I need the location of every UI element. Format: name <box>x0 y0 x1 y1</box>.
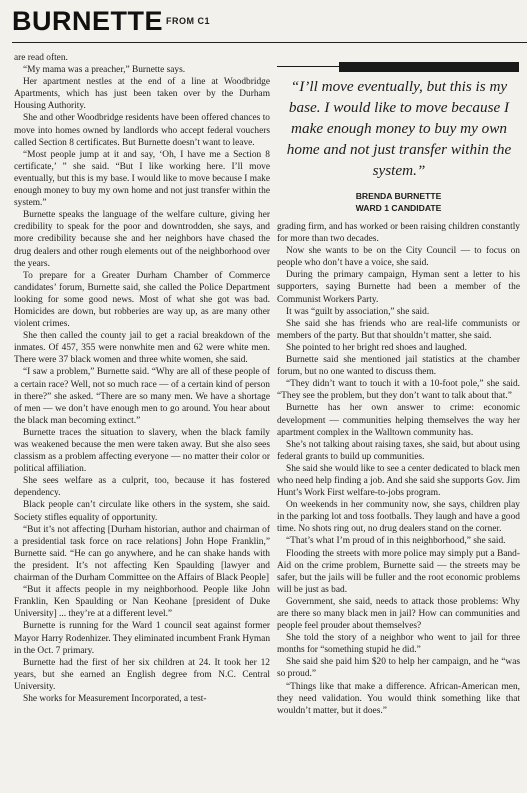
paragraph: “My mama was a preacher,” Burnette says. <box>23 65 186 76</box>
paragraph: Flooding the streets with more police may simply put a Band-Aid on the crime problem, Burnette said — the streets may be safer, but the jails will be fuller and the root economic problems will be just as bad. <box>277 548 520 595</box>
paragraph: To prepare for a Greater Durham Chamber of Commerce candidates’ forum, Burnette said, she called the Police Department looking for some good news. Most of what she got was bad. Homicides are down, but robberies are way up, as are many other violent crimes. <box>14 270 270 330</box>
paragraph: She’s not talking about raising taxes, she said, but about using federal grants to build up communities. <box>277 439 520 462</box>
paragraph: She said she would like to see a center dedicated to black men who need help finding a job. And she said she supports Gov. Jim Hunt’s Work First welfare-to-jobs program. <box>277 463 520 499</box>
paragraph: Burnette traces the situation to slavery, when the black family was weakened because the men were taken away. But she also sees classism as a problem affecting everyone — no matter their color or political affiliation. <box>14 427 270 475</box>
paragraph: “Most people jump at it and say, ‘Oh, I have me a Section 8 certificate,’ ” she said. “But I like working here. I’ll move eventually, but this is my base. I would like to move because I make enough money to buy my own home and not just transfer within the system.” <box>14 149 270 209</box>
pull-quote-name: BRENDA BURNETTE <box>355 191 442 201</box>
paragraph: Black people can’t circulate like others in the system, she said. Society stifles equality of opportunity. <box>14 500 270 523</box>
paragraph: “But it affects people in my neighborhood. People like John Franklin, Ken Spaulding or Nan Keohane [president of Duke University] ... they’re at a different level.” <box>14 585 270 620</box>
paragraph: She said she paid him $20 to help her campaign, and he “was so proud.” <box>277 657 520 680</box>
paragraph: She said she has friends who are real-life communists or members of the party. But that shouldn’t matter, she said. <box>277 318 520 341</box>
paragraph: “They didn’t want to touch it with a 10-foot pole,” she said. “They see the problem, but they don’t want to talk about that.” <box>277 379 520 402</box>
headline: BURNETTE <box>12 6 163 36</box>
paragraph: Government, she said, needs to attack those problems: Why are there so many black men in jail? How can communities and people feel prouder about themselves? <box>277 596 520 632</box>
paragraph: She sees welfare as a culprit, too, because it has fostered dependency. <box>14 476 270 499</box>
paragraph: Burnette has her own answer to crime: economic development — communities helping themselves the way her apartment complex in the Walltown community has. <box>277 403 520 438</box>
paragraph: grading firm, and has worked or been raising children constantly for more than two decades. <box>277 222 520 245</box>
paragraph: She and other Woodbridge residents have been offered chances to move into homes owned by landlords who accept federal vouchers called Section 8 certificates. But Burnette doesn’t want to leave. <box>14 113 270 148</box>
left-column <box>14 52 270 705</box>
header-rule <box>12 42 527 43</box>
paragraph: On weekends in her community now, she says, children play in the parking lot and toss footballs. They laugh and have a good time. No shots ring out, no drug dealers stand on the corner. <box>277 500 520 535</box>
paragraph: It was “guilt by association,” she said. <box>286 306 430 317</box>
paragraph: “But it’s not affecting [Durham historian, author and chairman of a presidential task force on race relations] John Hope Franklin,” Burnette said. “He can go anywhere, and he can shake hands with the president. It’s not affecting Ken Spaulding [lawyer and chairman of the Durham Committee on the Affairs of Black People] <box>14 524 270 584</box>
pull-quote-title: WARD 1 CANDIDATE <box>355 203 442 213</box>
paragraph: “That’s what I’m proud of in this neighborhood,” she said. <box>286 536 506 547</box>
pull-quote <box>277 62 520 218</box>
paragraph: “Things like that make a difference. African-American men, they need validation. You would think something like that wouldn’t matter, but it does.” <box>277 681 520 716</box>
paragraph: Her apartment nestles at the end of a line at Woodbridge Apartments, which has just been taken over by the Durham Housing Authority. <box>14 77 270 112</box>
paragraph: are read often. <box>14 53 68 63</box>
right-column <box>277 221 520 717</box>
paragraph: She works for Measurement Incorporated, a test- <box>23 693 207 704</box>
paragraph: Burnette is running for the Ward 1 council seat against former Mayor Harry Rodenhizer. They eliminated incumbent Frank Hyman in the Oct. 7 primary. <box>14 621 271 656</box>
paragraph: “I saw a problem,” Burnette said. “Why are all of these people of a certain race? Well, not so much race — of a certain kind of person in there?” she asked. “There are so many men. We have a shortage of men — we don’t have enough men to go around. You hear about the black man becoming extinct.” <box>14 367 270 426</box>
paragraph: She pointed to her bright red shoes and laughed. <box>286 342 467 353</box>
paragraph: She told the story of a neighbor who went to jail for three months for “something stupid he did.” <box>277 633 520 656</box>
pull-quote-text: “I’ll move eventually, but this is my base. I would like to move because I make enough money to buy my own home and not just transfer within the system.” <box>286 78 512 179</box>
paragraph: Burnette had the first of her six children at 24. It took her 12 years, but she earned an English degree from N.C. Central University. <box>14 657 270 692</box>
paragraph: Burnette speaks the language of the welfare culture, giving her credibility to speak for the poor and downtrodden, she says, and more credibility because she and her neighbors have chased the drug dealers and other rough elements out of the neighborhood over the years. <box>14 210 270 269</box>
pull-quote-bar <box>339 62 519 72</box>
paragraph: During the primary campaign, Hyman sent a letter to his supporters, saying Burnette had been a member of the Communist Workers Party. <box>277 270 520 305</box>
jump-line: FROM C1 <box>166 16 210 26</box>
paragraph: Burnette said she mentioned jail statistics at the chamber forum, but no one wanted to discuss them. <box>277 355 520 378</box>
paragraph: Now she wants to be on the City Council — to focus on people who don’t have a voice, she said. <box>277 246 520 269</box>
paragraph: She then called the county jail to get a racial breakdown of the inmates. Of 457, 355 were nonwhite men and 62 were white men. There were 37 black women and three white women, she said. <box>14 331 270 366</box>
article-header <box>6 2 521 50</box>
pull-quote-rule <box>277 66 339 67</box>
